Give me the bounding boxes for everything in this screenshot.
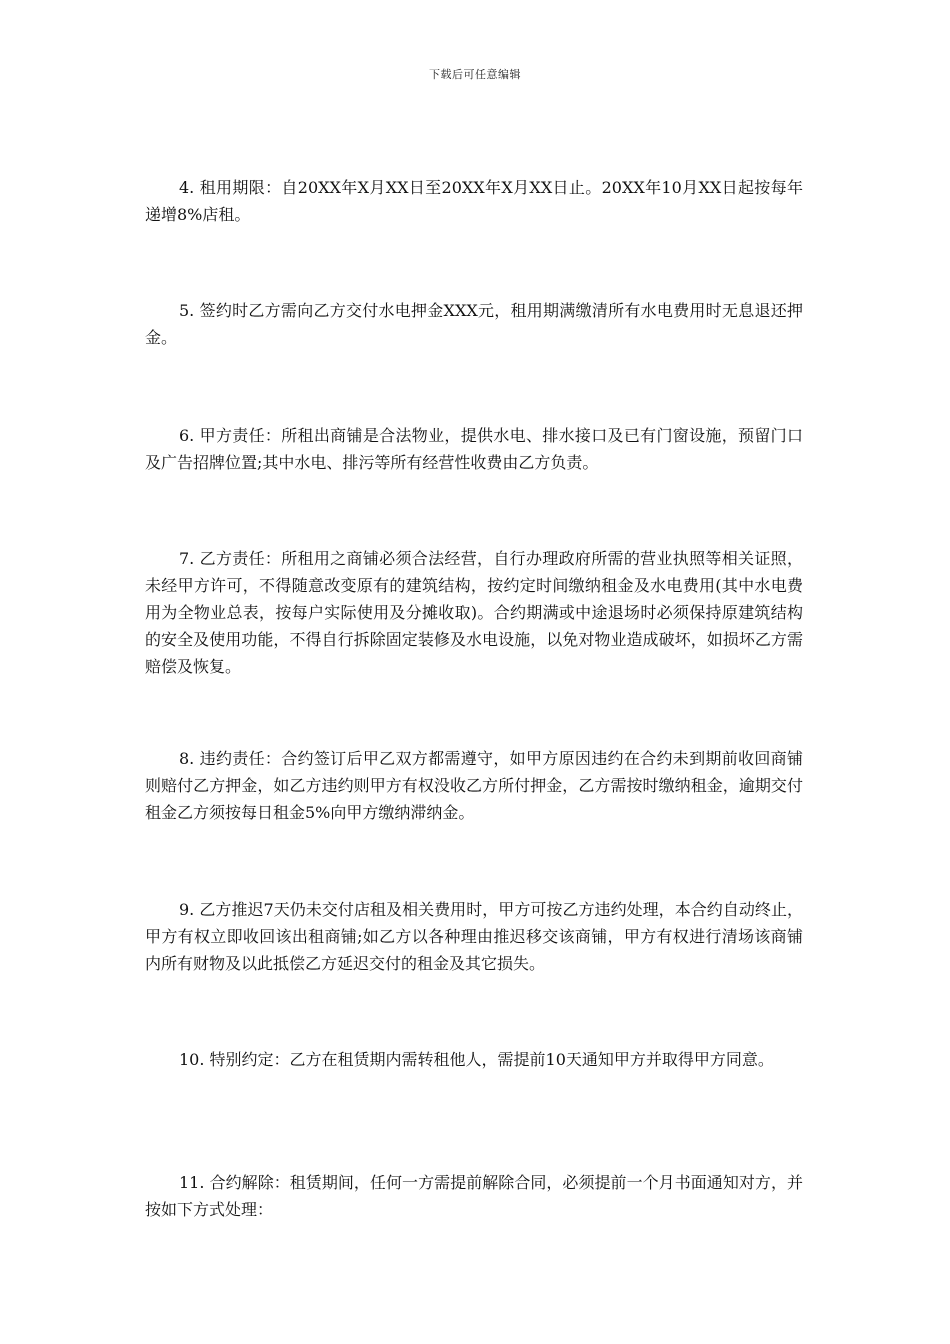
header-note: 下载后可任意编辑 (429, 68, 521, 81)
clause-11-termination: 11. 合约解除：租赁期间，任何一方需提前解除合同，必须提前一个月书面通知对方，并按如下方式处理： (145, 1173, 803, 1219)
clause-6-party-a-duties: 6. 甲方责任：所租出商铺是合法物业，提供水电、排水接口及已有门窗设施，预留门口及广告招牌位置;其中水电、排污等所有经营性收费由乙方负责。 (145, 426, 803, 472)
clause-8-breach-liability: 8. 违约责任：合约签订后甲乙双方都需遵守，如甲方原因违约在合约未到期前收回商铺则赔付乙方押金，如乙方违约则甲方有权没收乙方所付押金，乙方需按时缴纳租金，逾期交付租金乙方须按每日租金5%向甲方缴纳滞纳金。 (145, 749, 803, 822)
clause-9-late-payment: 9. 乙方推迟7天仍未交付店租及相关费用时，甲方可按乙方违约处理，本合约自动终止，甲方有权立即收回该出租商铺;如乙方以各种理由推迟移交该商铺，甲方有权进行清场该商铺内所有财物及以此抵偿乙方延迟交付的租金及其它损失。 (145, 900, 803, 973)
clause-4-rental-term: 4. 租用期限：自20XX年X月XX日至20XX年X月XX日止。20XX年10月XX日起按每年递增8%店租。 (145, 178, 803, 224)
clause-10-special-agreement: 10. 特别约定：乙方在租赁期内需转租他人，需提前10天通知甲方并取得甲方同意。 (179, 1050, 774, 1069)
clause-7-party-b-duties: 7. 乙方责任：所租用之商铺必须合法经营，自行办理政府所需的营业执照等相关证照，未经甲方许可，不得随意改变原有的建筑结构，按约定时间缴纳租金及水电费用(其中水电费用为全物业总表，按每户实际使用及分摊收取)。合约期满或中途退场时必须保持原建筑结构的安全及使用功能，不得自行拆除固定装修及水电设施，以免对物业造成破坏，如损坏乙方需赔偿及恢复。 (145, 549, 803, 676)
clause-5-utility-deposit: 5. 签约时乙方需向乙方交付水电押金XXX元，租用期满缴清所有水电费用时无息退还押金。 (145, 301, 803, 347)
